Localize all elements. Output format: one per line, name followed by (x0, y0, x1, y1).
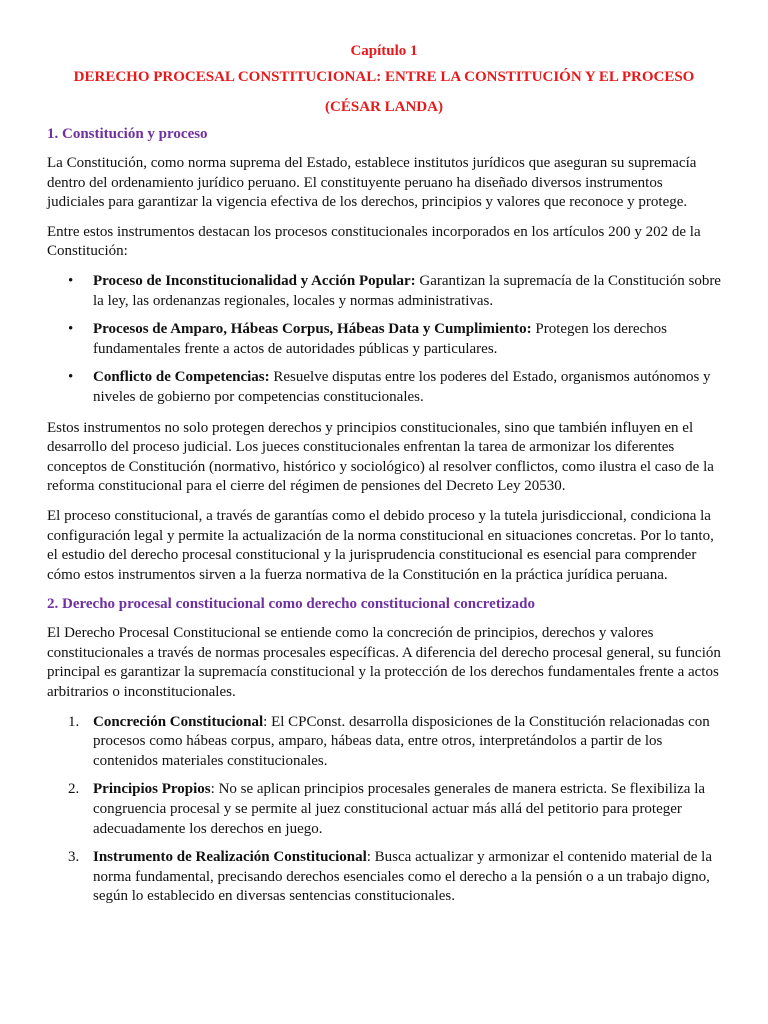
list-item-description: : No se aplican principios procesales generales de manera estricta. Se flexibiliza la congruencia procesal y se permite al juez constitucional actuar más allá del petitorio para proteger adecuadamente los derechos en juego. (93, 781, 706, 837)
list-item-term: Concreción Constitucional (93, 713, 264, 730)
list-item-description: Protegen los derechos fundamentales frente a actos de autoridades públicas y particulares. (93, 321, 668, 357)
list-item-term: Instrumento de Realización Constitucional (93, 849, 367, 866)
bullet-marker: • (68, 321, 74, 338)
chapter-title: Capítulo 1 (350, 43, 418, 59)
list-item (47, 713, 721, 772)
section-1-paragraph-1: La Constitución, como norma suprema del Estado, establece institutos jurídicos que aseguran su supremacía dentro del ordenamiento jurídico peruano. El constituyente peruano ha diseñado diversos instrumentos judiciales para garantizar la vigencia efectiva de los derechos, principios y valores que reconoce y protege. (47, 155, 697, 211)
list-item-term: Principios Propios (93, 781, 211, 798)
constitutional-processes-list (47, 272, 721, 408)
author-title: (CÉSAR LANDA) (325, 99, 443, 115)
section-2-paragraph-1: El Derecho Procesal Constitucional se entiende como la concreción de principios, derechos y valores constitucionales a través de normas procesales específicas. A diferencia del derecho procesal general, su función principal es garantizar la supremacía constitucional y la protección de los derechos fundamentales frente a actos arbitrarios o inconstitucionales. (47, 625, 721, 701)
list-number: 3. (68, 849, 80, 866)
list-number: 1. (68, 713, 80, 730)
list-item-description: : Busca actualizar y armonizar el contenido material de la norma fundamental, precisando derechos esenciales como el derecho a la pensión o a un trabajo digno, según lo establecido en diversas sentencias constitucionales. (93, 849, 713, 905)
list-item-term: Conflicto de Competencias: (93, 369, 270, 386)
document-content (47, 41, 721, 916)
numbered-characteristics-list (47, 713, 721, 907)
section-1-paragraph-4: El proceso constitucional, a través de garantías como el debido proceso y la tutela jurisdiccional, condiciona la configuración legal y permite la actualización de la norma constitucional en situaciones concretas. Por lo tanto, el estudio del derecho procesal constitucional y la jurisprudencia constitucional es esencial para comprender cómo estos instrumentos sirven a la fuerza normativa de la Constitución en la práctica jurídica peruana. (47, 507, 714, 583)
section-1-paragraph-2: Entre estos instrumentos destacan los procesos constitucionales incorporados en los artículos 200 y 202 de la Constitución: (47, 223, 701, 260)
list-item-description: Resuelve disputas entre los poderes del Estado, organismos autónomos y niveles de gobierno por competencias constitucionales. (93, 369, 711, 405)
list-item (47, 848, 721, 907)
main-title: DERECHO PROCESAL CONSTITUCIONAL: ENTRE LA CONSTITUCIÓN Y EL PROCESO (73, 69, 695, 85)
list-item-description: : El CPConst. desarrolla disposiciones de la Constitución relacionadas con procesos como hábeas corpus, amparo, hábeas data, entre otros, interpretándolos a partir de los contenidos materiales constitucionales. (93, 713, 710, 769)
section-1-heading: 1. Constitución y proceso (47, 126, 208, 142)
list-item (47, 780, 721, 839)
list-item-description: Garantizan la supremacía de la Constitución sobre la ley, las ordenanzas regionales, locales y normas administrativas. (93, 272, 721, 309)
bullet-marker: • (68, 272, 74, 289)
section-2-heading: 2. Derecho procesal constitucional como derecho constitucional concretizado (47, 596, 535, 613)
list-item-term: Proceso de Inconstitucionalidad y Acción Popular: (93, 272, 416, 289)
section-1-paragraph-3: Estos instrumentos no solo protegen derechos y principios constitucionales, sino que también influyen en el desarrollo del proceso judicial. Los jueces constitucionales enfrentan la tarea de armonizar los diferentes conceptos de Constitución (normativo, histórico y sociológico) al resolver conflictos, como ilustra el caso de la reforma constitucional para el cierre del régimen de pensiones del Decreto Ley 20530. (47, 419, 714, 495)
bullet-marker: • (68, 369, 74, 386)
list-item (47, 368, 721, 407)
list-item (47, 320, 721, 359)
list-number: 2. (68, 781, 80, 798)
list-item-term: Procesos de Amparo, Hábeas Corpus, Hábeas Data y Cumplimiento: (93, 321, 532, 338)
list-item (47, 272, 721, 311)
